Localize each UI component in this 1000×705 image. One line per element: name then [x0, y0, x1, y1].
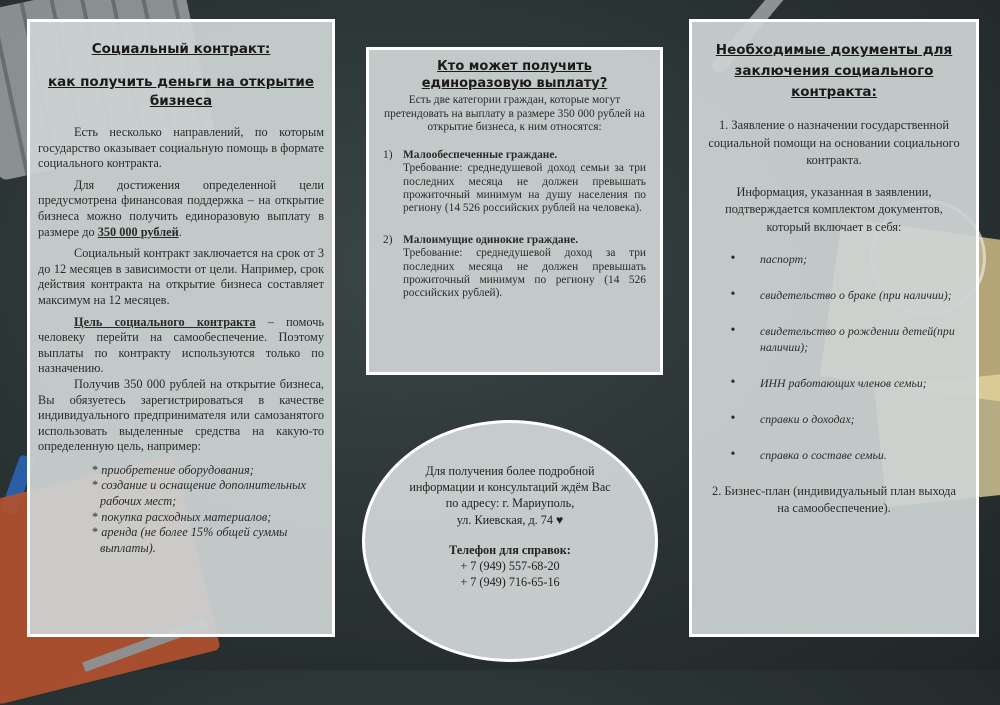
bullet-icon: • — [730, 286, 736, 302]
list-item — [706, 323, 962, 355]
list-item — [706, 251, 962, 267]
list-item: * покупка расходных материалов; — [92, 509, 272, 524]
goal-lead: Цель социального контракта — [74, 314, 256, 329]
paragraph-directions: Есть несколько направлений, по которым государство оказывает социальную помощь в формате социального контракта. — [38, 125, 324, 171]
list-item — [706, 375, 962, 391]
bullet-icon: • — [730, 250, 736, 266]
category-item — [383, 149, 646, 216]
panel-documents — [689, 19, 979, 637]
paragraph-term: Социальный контракт заключается на срок от 3 до 12 месяцев в зависимости от цели. Например, срок действия контракта на открытие бизнеса составляет максимум на 12 месяцев. — [38, 246, 324, 307]
category-number: 1) — [383, 148, 393, 161]
example-text: создание и оснащение дополнительных рабочих мест; — [100, 478, 306, 509]
bullet-icon: • — [730, 322, 736, 338]
contact-info: Для получения более подробной информации и консультаций ждём Вас по адресу: г. Мариуполь, — [409, 464, 611, 511]
category-number: 2) — [383, 233, 393, 246]
list-item: * создание и оснащение дополнительных рабочих мест; — [92, 478, 306, 509]
category-title: Малоимущие одинокие граждане. — [403, 233, 579, 246]
bullet-icon: • — [730, 446, 736, 462]
paragraph-support-text: Для достижения определенной цели предусмотрена финансовая поддержка – на открытие бизнеса можно получить единоразовую выплату в размере до — [38, 177, 324, 239]
paragraph-support-end: . — [178, 224, 182, 239]
document-text: свидетельство о рождении детей(при наличии); — [760, 323, 955, 354]
list-item: * аренда (не более 15% общей суммы выплаты). — [92, 525, 288, 555]
phones-title: Телефон для справок: — [449, 542, 571, 557]
examples-list — [38, 463, 324, 557]
goal-text: – помочь человеку перейти на самообеспечение. Поэтому выплаты по контракту используются только по назначению. — [38, 314, 324, 376]
contact-address: ул. Киевская, д. 74 ♥ — [456, 512, 564, 527]
contact-oval — [362, 420, 658, 662]
phone-number[interactable]: + 7 (949) 557-68-20 — [460, 559, 560, 574]
eligibility-intro: Есть две категории граждан, которые могут претендовать на выплату в размере 350 000 рублей на открытие бизнеса, к ним относятся: — [384, 94, 645, 134]
category-requirement: Требование: среднедушевой доход за три последних месяца не должен превышать прожиточный минимум по региону (14 526 российских рублей). — [403, 247, 646, 300]
document-text: ИНН работающих членов семьи; — [760, 375, 927, 390]
example-text: покупка расходных материалов; — [101, 509, 272, 524]
panel-title: Кто может получить единоразовую выплату? — [421, 59, 608, 91]
bullet-icon: • — [730, 410, 736, 426]
document-text: справка о составе семьи. — [760, 447, 887, 462]
list-item — [706, 447, 962, 463]
panel-subtitle: как получить деньги на открытие бизнеса — [47, 74, 315, 109]
paragraph-obligations: Получив 350 000 рублей на открытие бизнеса, Вы обязуетесь зарегистрироваться в качестве индивидуального предпринимателя или самозанятого использовать выделенные средства на какую-то определенную цель, например: — [38, 376, 324, 454]
document-text: паспорт; — [760, 251, 808, 266]
list-item — [706, 287, 962, 303]
category-requirement: Требование: среднедушевой доход семьи за три последних месяца не должен превышать прожиточный минимум на душу населения по региону (14 526 российских рублей на человека). — [403, 162, 646, 215]
documents-intro: Информация, указанная в заявлении, подтверждается комплектом документов, который включает в себя: — [725, 184, 943, 234]
document-text: справки о доходах; — [760, 411, 855, 426]
list-item: * приобретение оборудования; — [92, 462, 254, 477]
documents-list — [706, 251, 962, 463]
list-item — [706, 411, 962, 427]
example-text: аренда (не более 15% общей суммы выплаты). — [100, 525, 288, 555]
panel-social-contract — [27, 19, 335, 637]
example-text: приобретение оборудования; — [101, 462, 254, 477]
bullet-icon: • — [730, 374, 736, 390]
category-title: Малообеспеченные граждане. — [403, 148, 558, 161]
document-text: свидетельство о браке (при наличии); — [760, 287, 952, 302]
application-item: 1. Заявление о назначении государственной социальной помощи на основании социального контракта. — [708, 118, 960, 168]
panel-title: Необходимые документы для заключения социального контракта: — [715, 42, 953, 100]
panel-eligibility — [366, 47, 663, 375]
paragraph-support — [38, 178, 324, 240]
business-plan-item: 2. Бизнес-план (индивидуальный план выхода на самообеспечение). — [712, 483, 956, 516]
paragraph-goal — [38, 315, 324, 377]
panel-title: Социальный контракт: — [91, 41, 271, 57]
category-item — [383, 234, 646, 301]
amount-highlight: 350 000 рублей — [97, 224, 179, 239]
phone-number[interactable]: + 7 (949) 716-65-16 — [460, 575, 560, 590]
